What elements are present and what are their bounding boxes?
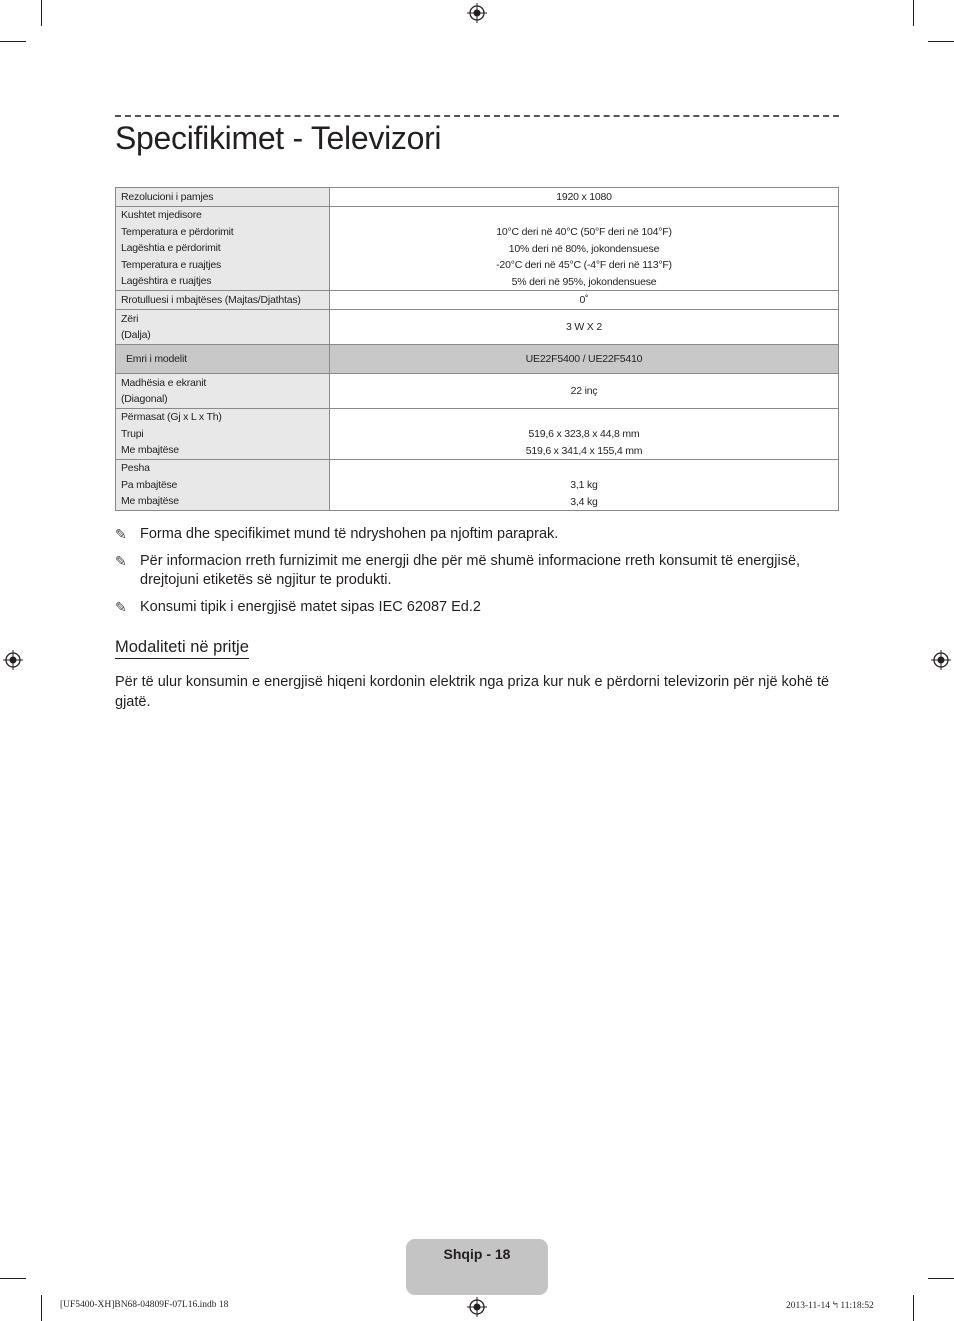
value-line: 10% deri në 80%, jokondensuese bbox=[508, 242, 660, 255]
row-value: 22 inç bbox=[330, 374, 839, 409]
label-line: Madhësia e ekranit bbox=[121, 376, 207, 389]
row-value: 0˚ bbox=[330, 291, 839, 310]
crop-mark bbox=[928, 1278, 954, 1279]
row-value: 3 W X 2 bbox=[330, 310, 839, 345]
crop-mark bbox=[0, 41, 26, 42]
row-value bbox=[330, 409, 839, 460]
value-line: 519,6 x 323,8 x 44,8 mm bbox=[528, 428, 640, 440]
label-line: Trupi bbox=[121, 427, 144, 440]
title-dashed-rule bbox=[115, 115, 839, 117]
table-row bbox=[116, 310, 839, 345]
section-heading: Modaliteti në pritje bbox=[115, 638, 249, 659]
pencil-note-icon: ✎ bbox=[115, 598, 127, 615]
value-line: -20°C deri në 45°C (-4°F deri në 113°F) bbox=[496, 259, 672, 271]
row-label bbox=[116, 374, 330, 409]
row-value bbox=[330, 207, 839, 291]
footer-file-info: [UF5400-XH]BN68-04809F-07L16.indb 18 bbox=[60, 1300, 229, 1310]
table-row bbox=[116, 207, 839, 291]
notes-list bbox=[115, 525, 839, 624]
label-line: Temperatura e përdorimit bbox=[121, 225, 234, 238]
registration-mark-icon bbox=[467, 3, 487, 23]
value-line: 10°C deri në 40°C (50°F deri në 104°F) bbox=[496, 226, 672, 238]
label-line: (Dalja) bbox=[121, 329, 151, 341]
table-row bbox=[116, 460, 839, 511]
registration-mark-icon bbox=[3, 650, 23, 670]
note-item bbox=[115, 525, 839, 545]
pencil-note-icon: ✎ bbox=[115, 552, 127, 569]
row-label: Rezolucioni i pamjes bbox=[116, 188, 330, 207]
label-line: Përmasat (Gj x L x Th) bbox=[121, 411, 222, 424]
table-row bbox=[116, 374, 839, 409]
note-item bbox=[115, 552, 839, 591]
footer-timestamp: 2013-11-14 ꕪ 11:18:52 bbox=[786, 1301, 874, 1311]
page-title: Specifikimet - Televizori bbox=[115, 120, 442, 156]
crop-mark bbox=[913, 1295, 914, 1321]
label-line: Pa mbajtëse bbox=[121, 478, 178, 491]
label-line: Zëri bbox=[121, 312, 139, 325]
row-value: UE22F5400 / UE22F5410 bbox=[330, 345, 839, 374]
value-line: 519,6 x 341,4 x 155,4 mm bbox=[525, 444, 643, 457]
crop-mark bbox=[0, 1278, 26, 1279]
label-line: Lagështia e përdorimit bbox=[121, 242, 221, 255]
label-line: Pesha bbox=[121, 462, 150, 475]
note-item bbox=[115, 598, 839, 618]
section-paragraph: Për të ulur konsumin e energjisë hiqeni kordonin elektrik nga priza kur nuk e përdorni televizorin për një kohë të gjatë. bbox=[115, 674, 830, 710]
note-text: Për informacion rreth furnizimit me energji dhe për më shumë informacione rreth konsumit të energjisë, drejtojuni etiketës së ngjitur te produkti. bbox=[140, 552, 801, 588]
row-value bbox=[330, 460, 839, 511]
label-line: Me mbajtëse bbox=[121, 444, 179, 457]
page-number-badge: Shqip - 18 bbox=[406, 1239, 548, 1295]
table-row bbox=[116, 409, 839, 460]
row-value: 1920 x 1080 bbox=[330, 188, 839, 207]
table-row bbox=[116, 188, 839, 207]
registration-mark-icon bbox=[931, 650, 951, 670]
crop-mark bbox=[913, 0, 914, 26]
table-row bbox=[116, 291, 839, 310]
row-label: Rrotulluesi i mbajtëses (Majtas/Djathtas) bbox=[116, 291, 330, 310]
row-label bbox=[116, 310, 330, 345]
note-text: Konsumi tipik i energjisë matet sipas IEC 62087 Ed.2 bbox=[140, 598, 481, 615]
note-text: Forma dhe specifikimet mund të ndryshohen pa njoftim paraprak. bbox=[140, 526, 559, 542]
pencil-note-icon: ✎ bbox=[115, 526, 127, 542]
label-line: Kushtet mjedisore bbox=[121, 209, 202, 222]
row-label bbox=[116, 460, 330, 511]
label-line: Me mbajtëse bbox=[121, 495, 179, 508]
label-line: (Diagonal) bbox=[121, 393, 168, 405]
value-line: 3,1 kg bbox=[570, 479, 598, 491]
crop-mark bbox=[41, 1295, 42, 1321]
value-line: 5% deri në 95%, jokondensuese bbox=[511, 275, 657, 288]
crop-mark bbox=[41, 0, 42, 26]
value-line: 3,4 kg bbox=[570, 495, 598, 508]
registration-mark-icon bbox=[467, 1297, 487, 1317]
label-line: Lagështira e ruajtjes bbox=[121, 275, 212, 288]
row-label bbox=[116, 409, 330, 460]
crop-mark bbox=[928, 41, 954, 42]
row-label bbox=[116, 207, 330, 291]
spec-table bbox=[115, 187, 839, 511]
label-line: Temperatura e ruajtjes bbox=[121, 258, 222, 271]
table-row bbox=[116, 345, 839, 374]
row-label: Emri i modelit bbox=[116, 345, 330, 374]
